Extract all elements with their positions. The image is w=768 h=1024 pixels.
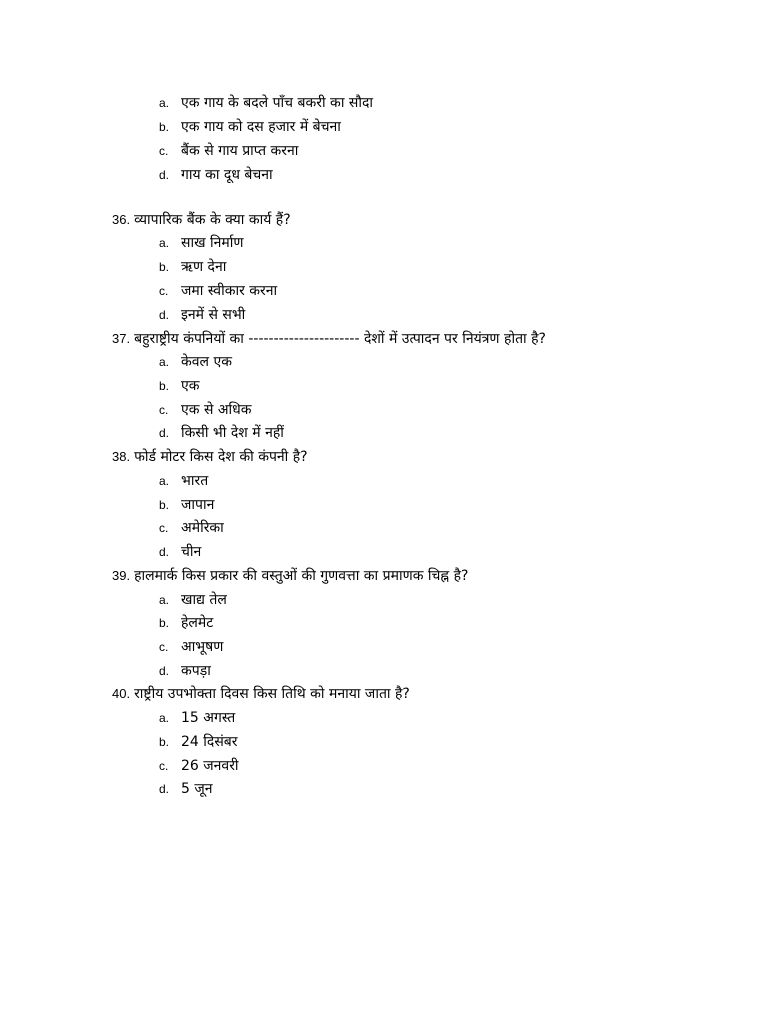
option-label: a. [159,593,170,607]
option-item [159,540,201,564]
option-label: a. [159,711,170,725]
option-label: b. [159,260,170,274]
option-item [159,115,341,139]
option-label: d. [159,426,170,440]
option-label: c. [159,640,169,654]
option-item [159,469,208,493]
option-label: c. [159,284,169,298]
option-label: d. [159,545,170,559]
question-number: 36. [112,212,131,227]
option-text: आभूषण [181,639,224,655]
question-text: बहुराष्ट्रीय कंपनियों का ---------------------- देशों में उत्पादन पर नियंत्रण होता है? [134,331,546,347]
option-item [159,635,223,659]
question-39 [112,564,468,588]
option-text: भारत [181,473,209,489]
option-label: a. [159,236,170,250]
option-text: ऋण देना [181,259,227,275]
option-label: a. [159,96,170,110]
option-item [159,91,373,115]
option-item [159,255,226,279]
option-text: 5 जून [181,781,213,797]
option-label: c. [159,521,169,535]
option-item [159,706,235,730]
option-text: एक गाय के बदले पाँच बकरी का सौदा [181,95,374,111]
option-label: c. [159,144,169,158]
question-36 [112,208,291,232]
option-text: गाय का दूध बेचना [181,167,273,183]
option-item [159,374,200,398]
option-text: एक [181,378,200,394]
option-item [159,279,277,303]
option-text: चीन [181,544,202,560]
option-text: बैंक से गाय प्राप्त करना [181,143,299,159]
option-text: केवल एक [181,354,232,370]
option-text: इनमें से सभी [181,307,246,323]
option-label: c. [159,759,169,773]
option-item [159,777,213,801]
option-label: b. [159,498,170,512]
option-label: b. [159,616,170,630]
option-item [159,611,213,635]
option-item [159,659,211,683]
option-item [159,516,224,540]
question-text: राष्ट्रीय उपभोक्ता दिवस किस तिथि को मनाया जाता है? [134,686,410,702]
option-text: 15 अगस्त [181,710,236,726]
option-item [159,163,273,187]
question-number: 38. [112,449,131,464]
option-label: c. [159,403,169,417]
option-item [159,303,245,327]
option-item [159,398,252,422]
option-item [159,421,284,445]
option-text: एक से अधिक [181,402,252,418]
option-text: हेलमेट [181,615,214,631]
option-text: किसी भी देश में नहीं [181,425,284,441]
option-label: b. [159,120,170,134]
question-text: फोर्ड मोटर किस देश की कंपनी है? [134,449,308,465]
option-text: साख निर्माण [181,235,244,251]
option-text: खाद्य तेल [181,592,227,608]
question-38 [112,445,308,469]
option-item [159,139,298,163]
option-text: जापान [181,497,215,513]
question-text: हालमार्क किस प्रकार की वस्तुओं की गुणवत्ता का प्रमाणक चिह्न है? [134,568,469,584]
option-text: जमा स्वीकार करना [181,283,278,299]
question-number: 37. [112,331,131,346]
option-label: d. [159,168,170,182]
option-item [159,350,232,374]
option-item [159,730,238,754]
option-label: b. [159,379,170,393]
option-label: d. [159,308,170,322]
option-item [159,754,239,778]
option-label: a. [159,355,170,369]
option-label: d. [159,664,170,678]
question-40 [112,682,410,706]
question-text: व्यापारिक बैंक के क्या कार्य हैं? [134,212,291,228]
option-text: 26 जनवरी [181,758,239,774]
option-text: एक गाय को दस हजार में बेचना [181,119,341,135]
option-label: d. [159,782,170,796]
option-label: a. [159,474,170,488]
question-number: 40. [112,686,131,701]
option-item [159,588,227,612]
option-text: अमेरिका [181,520,224,536]
question-37 [112,327,546,351]
question-number: 39. [112,568,131,583]
option-item [159,493,214,517]
option-label: b. [159,735,170,749]
option-item [159,231,244,255]
option-text: कपड़ा [181,663,211,679]
option-text: 24 दिसंबर [181,734,238,750]
